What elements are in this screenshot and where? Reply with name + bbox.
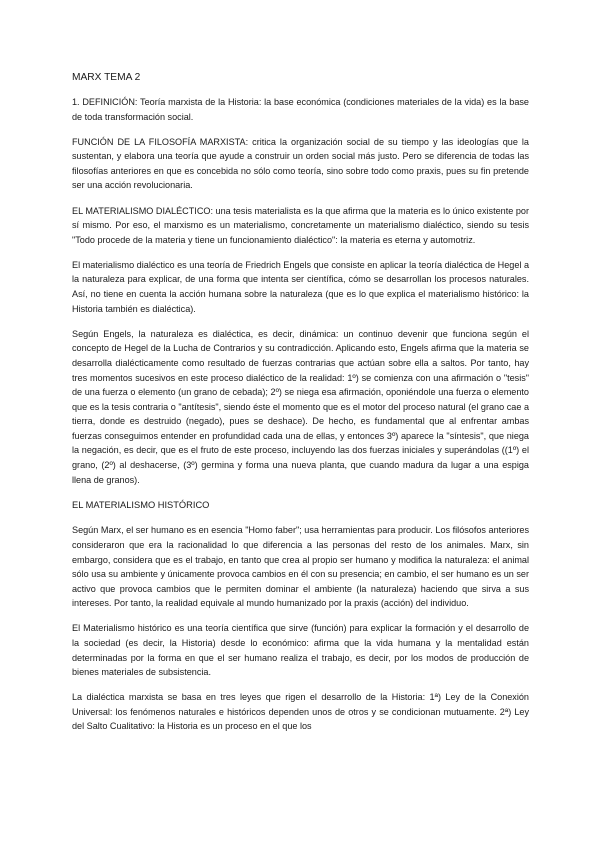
document-title: MARX TEMA 2 — [72, 72, 141, 83]
paragraph-homo-faber: Según Marx, el ser humano es en esencia "Homo faber"; usa herramientas para producir. Los filósofos anteriores consideraron que era la racionalidad lo que diferencia a las personas del resto de los animales. Marx, sin embargo, considera que es el trabajo, en tanto que crea al propio ser humano y modifica la naturaleza: el animal sólo usa su ambiente y únicamente provoca cambios en él con su presencia; en cambio, el ser humano es un ser activo que provoca cambios que le permiten dominar el ambiente (la naturaleza) haciendo que sirva a sus intereses. Por tanto, la realidad equivale al mundo humanizado por la praxis (acción) del individuo. — [72, 525, 529, 609]
paragraph-materialismo-dialectico: EL MATERIALISMO DIALÉCTICO: una tesis materialista es la que afirma que la materia es lo único existente por sí mismo. Por eso, el marxismo es un materialismo, concretamente un materialismo dialéctico, siendo su tesis "Todo procede de la materia y tiene un funcionamiento dialéctico": la materia es eterna y automotriz. — [72, 205, 529, 245]
paragraph-engels-naturaleza: Según Engels, la naturaleza es dialéctica, es decir, dinámica: un continuo devenir que funciona según el concepto de Hegel de la Lucha de Contrarios y su contradicción. Aplicando esto, Engels afirma que la materia se desarrolla dialécticamente como resultado de fuerzas contrarias que actúan sobre ella a saltos. Por tanto, hay tres momentos sucesivos en este proceso dialéctico de la realidad: 1º) se comienza con una afirmación o "tesis" de una fuerza o elemento (un grano de cebada); 2º) se niega esa afirmación, oponiéndole una fuerza o elemento que es la tesis contraria o "antítesis", siendo éste el momento que es el motor del proceso natural (el grano cae a tierra, donde es destruido (negado), pues se deshace). De hecho, es fundamental que al enfrentar ambas fuerzas conseguimos entender en profundidad cada una de ellas, y entonces 3º) aparece la "síntesis", que niega la negación, es decir, que es el fruto de este proceso, incluyendo las dos fuerzas iniciales y superándolas ((1º) el grano, (2º) al deshacerse, (3º) germina y forma una nueva planta, que cuando madura da lugar a una espiga llena de granos). — [72, 328, 529, 485]
paragraph-dialectica-marxista: La dialéctica marxista se basa en tres leyes que rigen el desarrollo de la Historia: 1ª) Ley de la Conexión Universal: los fenómenos naturales e históricos dependen unos de otros y se condicionan mutuamente. 2ª) Ley del Salto Cualitativo: la Historia es un proceso en el que los — [72, 692, 529, 732]
paragraph-engels-teoria: El materialismo dialéctico es una teoría de Friedrich Engels que consiste en aplicar la teoría dialéctica de Hegel a la naturaleza para explicar, de una forma que intenta ser científica, cómo se desarrollan los procesos naturales. Así, no tiene en cuenta la acción humana sobre la naturaleza (que es lo que explica el materialismo histórico: la Historia también es dialéctica). — [72, 259, 529, 314]
paragraph-definicion: 1. DEFINICIÓN: Teoría marxista de la Historia: la base económica (condiciones materiales de la vida) es la base de toda transformación social. — [72, 97, 529, 122]
paragraph-materialismo-historico: El Materialismo histórico es una teoría científica que sirve (función) para explicar la formación y el desarrollo de la sociedad (es decir, la Historia) desde lo económico: afirma que la vida humana y la mentalidad están determinadas por la forma en que el ser humano realiza el trabajo, es decir, por los modos de producción de bienes materiales de subsistencia. — [72, 623, 529, 678]
section-heading-materialismo-historico: EL MATERIALISMO HISTÓRICO — [72, 499, 210, 510]
paragraph-funcion-filosofia: FUNCIÓN DE LA FILOSOFÍA MARXISTA: critica la organización social de su tiempo y las ideologías que la sustentan, y elabora una teoría que ayude a construir un orden social más justo. Pero se diferencia de todas las filosofías anteriores en que es concebida no sólo como teoría, sino sobre todo como praxis, pues su fin pretende ser una acción revolucionaria. — [72, 136, 529, 191]
